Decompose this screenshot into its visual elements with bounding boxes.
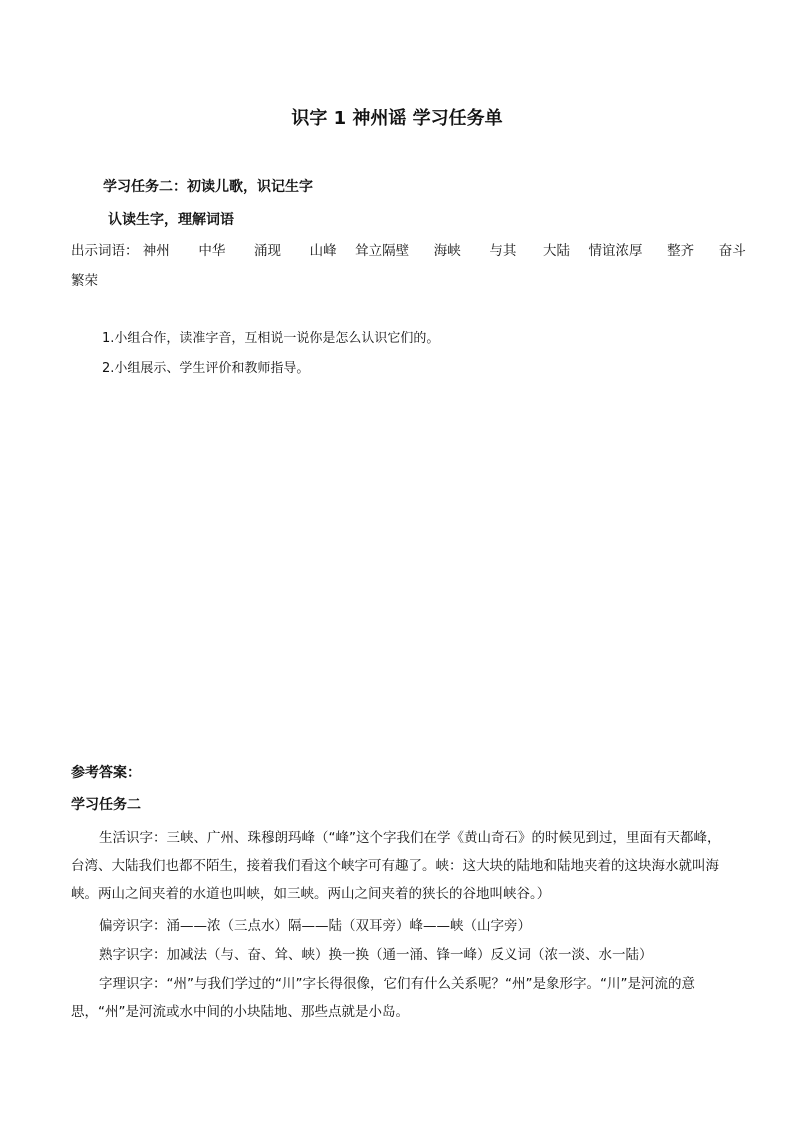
word-item: 海峡 bbox=[433, 243, 461, 259]
word-item: 与其 bbox=[489, 243, 517, 259]
words-label: 出示词语： bbox=[71, 243, 139, 259]
task-subheading: 认读生字，理解词语 bbox=[108, 212, 234, 228]
answer-paragraph: 生活识字：三峡、广州、珠穆朗玛峰（“峰”这个字我们在学《黄山奇石》的时候见到过，里面有天都峰，台湾、大陆我们也都不陌生，接着我们看这个峡字可有趣了。峡：这大块的陆地和陆地夹着的这块海水就叫海峡。两山之间夹着的水道也叫峡，如三峡。两山之间夹着的狭长的谷地叫峡谷。） bbox=[71, 830, 721, 902]
answer-paragraph: 字理识字：“州”与我们学过的“川”字长得很像，它们有什么关系呢？“州”是象形字。“川”是河流的意思，“州”是河流或水中间的小块陆地、那些点就是小岛。 bbox=[71, 976, 695, 1020]
word-item: 涌现 bbox=[253, 243, 281, 259]
word-item: 大陆 bbox=[542, 243, 570, 259]
word-item: 繁荣 bbox=[71, 273, 98, 289]
answers-task-heading: 学习任务二 bbox=[71, 797, 141, 813]
step-item: 1.小组合作，读准字音，互相说一说你是怎么认识它们的。 bbox=[102, 331, 440, 346]
word-item: 情谊浓厚 bbox=[588, 243, 643, 259]
word-item: 中华 bbox=[198, 243, 226, 259]
vocabulary-line bbox=[71, 239, 746, 259]
answer-paragraph: 熟字识字：加减法（与、奋、耸、峡）换一换（通一涌、锋一峰）反义词（浓一淡、水一陆） bbox=[99, 947, 653, 963]
word-item: 神州 bbox=[142, 243, 170, 259]
word-item: 整齐 bbox=[667, 243, 695, 259]
answers-heading: 参考答案： bbox=[71, 765, 141, 781]
task-heading: 学习任务二：初读儿歌，识记生字 bbox=[103, 179, 313, 195]
word-item: 山峰 bbox=[309, 243, 337, 259]
word-item: 奋斗 bbox=[718, 243, 746, 259]
answer-paragraph: 偏旁识字：涌——浓（三点水）隔——陆（双耳旁）峰——峡（山字旁） bbox=[99, 918, 531, 934]
word-item: 耸立隔壁 bbox=[355, 243, 410, 259]
step-item: 2.小组展示、学生评价和教师指导。 bbox=[102, 361, 310, 376]
page-title: 识字 1 神州谣 学习任务单 bbox=[291, 108, 503, 129]
